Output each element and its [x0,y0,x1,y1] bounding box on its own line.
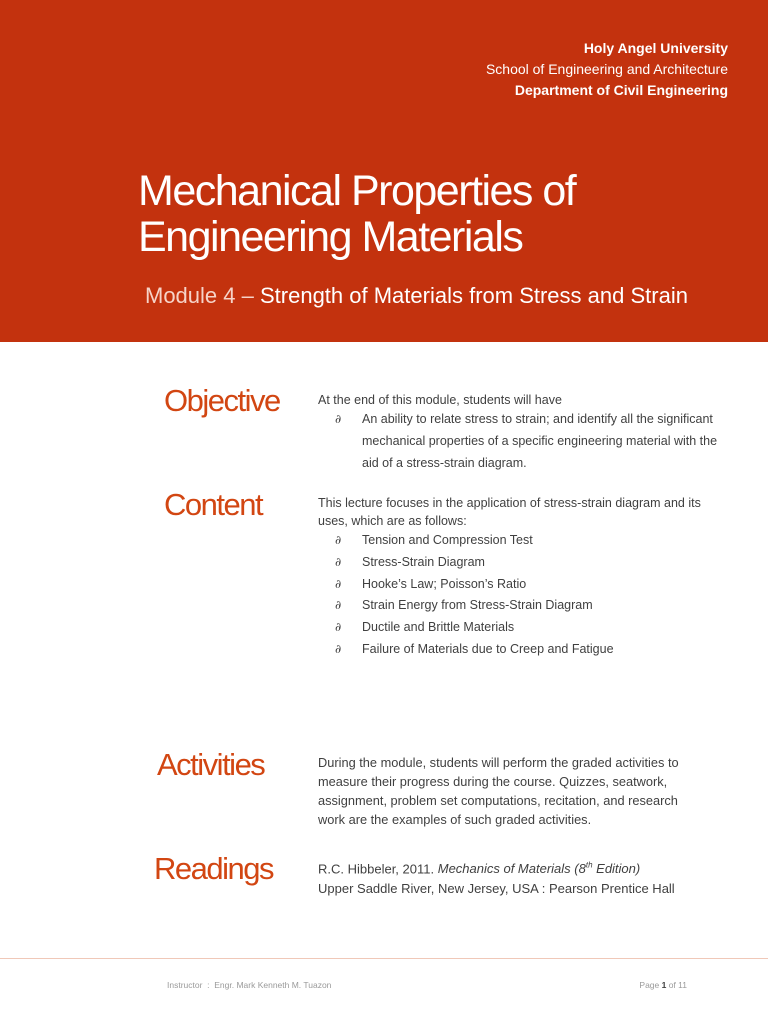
list-item: ∂ Stress-Strain Diagram [318,552,718,574]
header-banner [0,0,768,342]
title-line-2: Engineering Materials [138,213,523,261]
content-intro: This lecture focuses in the application of stress-strain diagram and its uses, which are as follows: [318,496,701,528]
bullet-icon: ∂ [335,533,342,547]
bullet-icon: ∂ [335,554,342,569]
module-label: Module 4 – [145,283,254,308]
title-line-1: Mechanical Properties of [138,167,576,215]
university-name: Holy Angel University [583,40,728,56]
footer-page-number: Page 1 of 11 [639,980,687,990]
footer-instructor: Instructor : Engr. Mark Kenneth M. Tuazon [167,980,332,990]
bullet-icon: ∂ [335,576,342,591]
bullet-icon: ∂ [335,620,342,635]
list-item: ∂ Tension and Compression Test [318,530,718,552]
footer-divider [0,958,768,959]
book-title: Mechanics of Materials (8th Edition) [437,861,641,877]
list-item [318,409,718,474]
bullet-icon: ∂ [335,641,342,656]
objective-heading: Objective [164,383,280,418]
module-title: Strength of Materials from Stress and Strain [259,283,688,308]
objective-section [318,391,718,474]
activities-heading: Activities [157,747,265,782]
department-name: Department of Civil Engineering [514,82,728,98]
content-list [318,530,718,661]
reading-publisher: Upper Saddle River, New Jersey, USA : Pearson Prentice Hall [318,881,675,897]
objective-intro: At the end of this module, students will have [318,393,562,407]
list-item: ∂ Failure of Materials due to Creep and Fatigue [318,639,718,661]
content-heading: Content [164,487,263,522]
activities-text: During the module, students will perform the graded activities to measure their progress during the course. Quizzes, seatwork, assignment, problem set computations, recitation, and research work are the examples of such graded activities. [318,755,679,827]
school-name: School of Engineering and Architecture [485,61,728,77]
readings-heading: Readings [154,851,273,886]
objective-item-text: An ability to relate stress to strain; and identify all the significant mechanical properties of a specific engineering material with the aid of a stress-strain diagram. [362,412,718,470]
list-item: ∂ Hooke’s Law; Poisson’s Ratio [318,574,718,596]
bullet-icon: ∂ [335,598,342,613]
institution-block [486,38,728,101]
objective-list [318,409,718,474]
bullet-icon: ∂ [335,412,342,426]
readings-section [318,856,675,899]
list-item: ∂ Strain Energy from Stress-Strain Diagram [318,595,718,617]
reading-citation: R.C. Hibbeler, 2011. Mechanics of Materials (8th Edition) [318,861,641,877]
module-subtitle [145,281,688,311]
list-item: ∂ Ductile and Brittle Materials [318,617,718,639]
content-section [318,494,718,661]
document-title [138,168,738,260]
